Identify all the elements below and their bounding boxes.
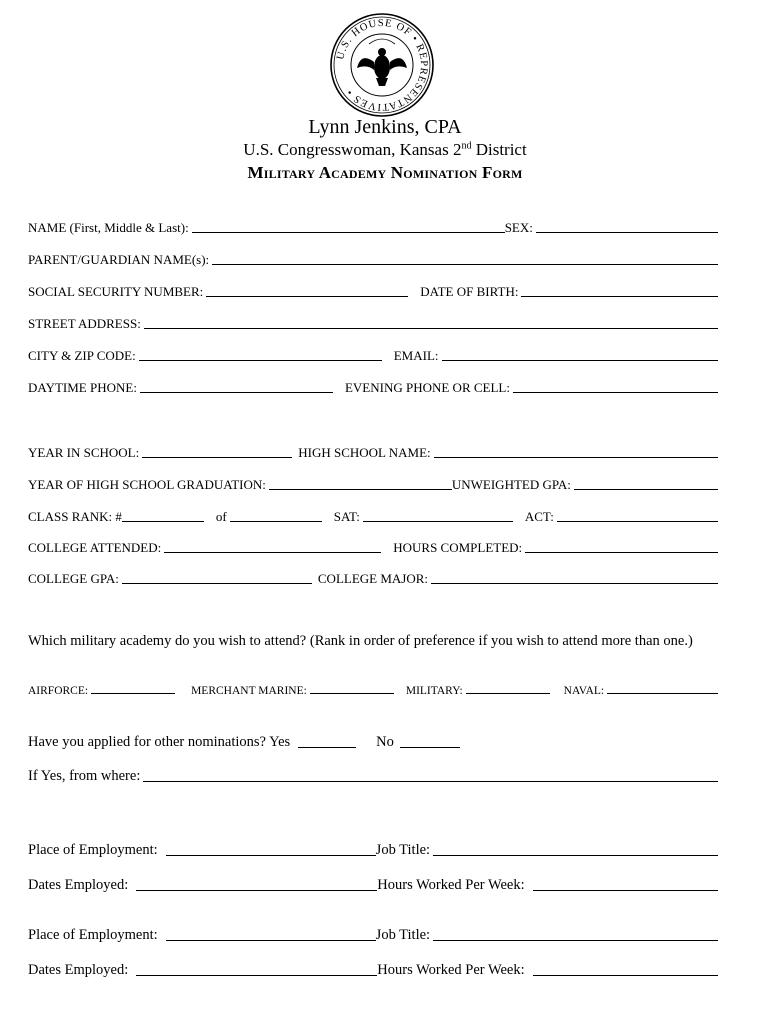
hours-field[interactable]	[525, 538, 718, 553]
act-field[interactable]	[557, 507, 718, 522]
email-label: EMAIL:	[393, 348, 439, 363]
parent-field[interactable]	[212, 250, 718, 265]
where-field[interactable]	[143, 767, 718, 782]
of-field[interactable]	[230, 507, 322, 522]
college-gpa-field[interactable]	[122, 569, 312, 584]
act-label: ACT:	[524, 509, 554, 524]
ssn-field[interactable]	[206, 282, 408, 297]
naval-label: NAVAL:	[563, 685, 605, 697]
name-row	[28, 216, 718, 236]
hours-label: HOURS COMPLETED:	[393, 540, 523, 555]
grad-row	[28, 473, 718, 493]
merchant-label: MERCHANT MARINE:	[191, 685, 307, 697]
congresswoman-title: U.S. Congresswoman, Kansas 2nd District	[243, 140, 527, 159]
gpa-label: UNWEIGHTED GPA:	[451, 477, 571, 492]
ssn-label: SOCIAL SECURITY NUMBER:	[28, 284, 204, 299]
email-field[interactable]	[442, 346, 718, 361]
form-title: Military Academy Nomination Form	[247, 163, 523, 182]
dates-field[interactable]	[136, 876, 377, 891]
place-field[interactable]	[166, 841, 376, 856]
academy-row	[28, 677, 718, 697]
grad-label: YEAR OF HIGH SCHOOL GRADUATION:	[28, 477, 266, 492]
dob-label: DATE OF BIRTH:	[420, 284, 519, 299]
military-field[interactable]	[466, 679, 550, 694]
nominations-no-field[interactable]	[400, 733, 460, 748]
hs-name-label: HIGH SCHOOL NAME:	[298, 445, 431, 460]
college-label: COLLEGE ATTENDED:	[28, 540, 162, 555]
airforce-label: AIRFORCE:	[28, 685, 89, 697]
sat-field[interactable]	[363, 507, 513, 522]
ssn-row	[28, 280, 718, 300]
naval-field[interactable]	[607, 679, 718, 694]
dates-field[interactable]	[136, 961, 377, 976]
dates-label: Dates Employed:	[28, 877, 129, 893]
sex-label: SEX:	[504, 220, 533, 235]
academy-question: Which military academy do you wish to attend? (Rank in order of preference if you wish to attend more than one.)	[28, 633, 693, 649]
city-label: CITY & ZIP CODE:	[28, 348, 136, 363]
city-field[interactable]	[139, 346, 382, 361]
employment-place-row-1	[28, 839, 718, 859]
parent-row	[28, 248, 718, 268]
sat-label: SAT:	[333, 509, 360, 524]
dates-label: Dates Employed:	[28, 962, 129, 978]
rank-label: CLASS RANK: #	[28, 509, 122, 524]
hours-week-field[interactable]	[533, 876, 718, 891]
nominations-question: Have you applied for other nominations? Yes	[28, 734, 291, 750]
eve-phone-field[interactable]	[513, 378, 718, 393]
employment-dates-row-2	[28, 959, 718, 979]
parent-label: PARENT/GUARDIAN NAME(s):	[28, 252, 210, 267]
eve-phone-label: EVENING PHONE OR CELL:	[344, 380, 510, 395]
congresswoman-name: Lynn Jenkins, CPA	[308, 116, 462, 138]
sex-field[interactable]	[536, 218, 718, 233]
military-label: MILITARY:	[405, 685, 463, 697]
place-field[interactable]	[166, 926, 376, 941]
street-label: STREET ADDRESS:	[28, 316, 141, 331]
svg-text:U.S. HOUSE OF • REPRESENTATIVE: U.S. HOUSE OF • REPRESENTATIVES •	[335, 17, 430, 113]
rank-field[interactable]	[122, 507, 204, 522]
gpa-field[interactable]	[574, 475, 718, 490]
nominations-no-label: No	[376, 734, 394, 750]
street-row	[28, 312, 718, 332]
place-label: Place of Employment:	[28, 842, 158, 858]
college-gpa-label: COLLEGE GPA:	[28, 571, 119, 586]
day-phone-field[interactable]	[140, 378, 333, 393]
hours-week-label: Hours Worked Per Week:	[377, 962, 525, 978]
phone-row	[28, 376, 718, 396]
job-title-label: Job Title:	[375, 927, 431, 943]
grad-field[interactable]	[269, 475, 452, 490]
place-label: Place of Employment:	[28, 927, 158, 943]
major-field[interactable]	[431, 569, 718, 584]
employment-dates-row-1	[28, 874, 718, 894]
year-label: YEAR IN SCHOOL:	[28, 445, 140, 460]
nominations-yes-field[interactable]	[298, 733, 356, 748]
house-seal-icon	[329, 12, 435, 118]
job-title-label: Job Title:	[375, 842, 431, 858]
rank-row	[28, 505, 718, 525]
hs-name-field[interactable]	[434, 443, 718, 458]
merchant-field[interactable]	[310, 679, 394, 694]
dob-field[interactable]	[521, 282, 718, 297]
hours-week-field[interactable]	[533, 961, 718, 976]
major-label: COLLEGE MAJOR:	[317, 571, 429, 586]
year-row	[28, 441, 718, 461]
name-field[interactable]	[192, 218, 505, 233]
name-label: NAME (First, Middle & Last):	[28, 220, 189, 235]
college-row	[28, 536, 718, 556]
hours-week-label: Hours Worked Per Week:	[377, 877, 525, 893]
where-row	[28, 765, 718, 785]
where-label: If Yes, from where:	[28, 768, 141, 784]
year-field[interactable]	[142, 443, 292, 458]
job-title-field[interactable]	[433, 841, 718, 856]
job-title-field[interactable]	[433, 926, 718, 941]
employment-place-row-2	[28, 924, 718, 944]
of-label: of	[215, 509, 227, 524]
street-field[interactable]	[144, 314, 718, 329]
airforce-field[interactable]	[91, 679, 175, 694]
nominations-row	[28, 731, 458, 751]
college-field[interactable]	[164, 538, 381, 553]
city-row	[28, 344, 718, 364]
day-phone-label: DAYTIME PHONE:	[28, 380, 137, 395]
college-gpa-row	[28, 567, 718, 587]
